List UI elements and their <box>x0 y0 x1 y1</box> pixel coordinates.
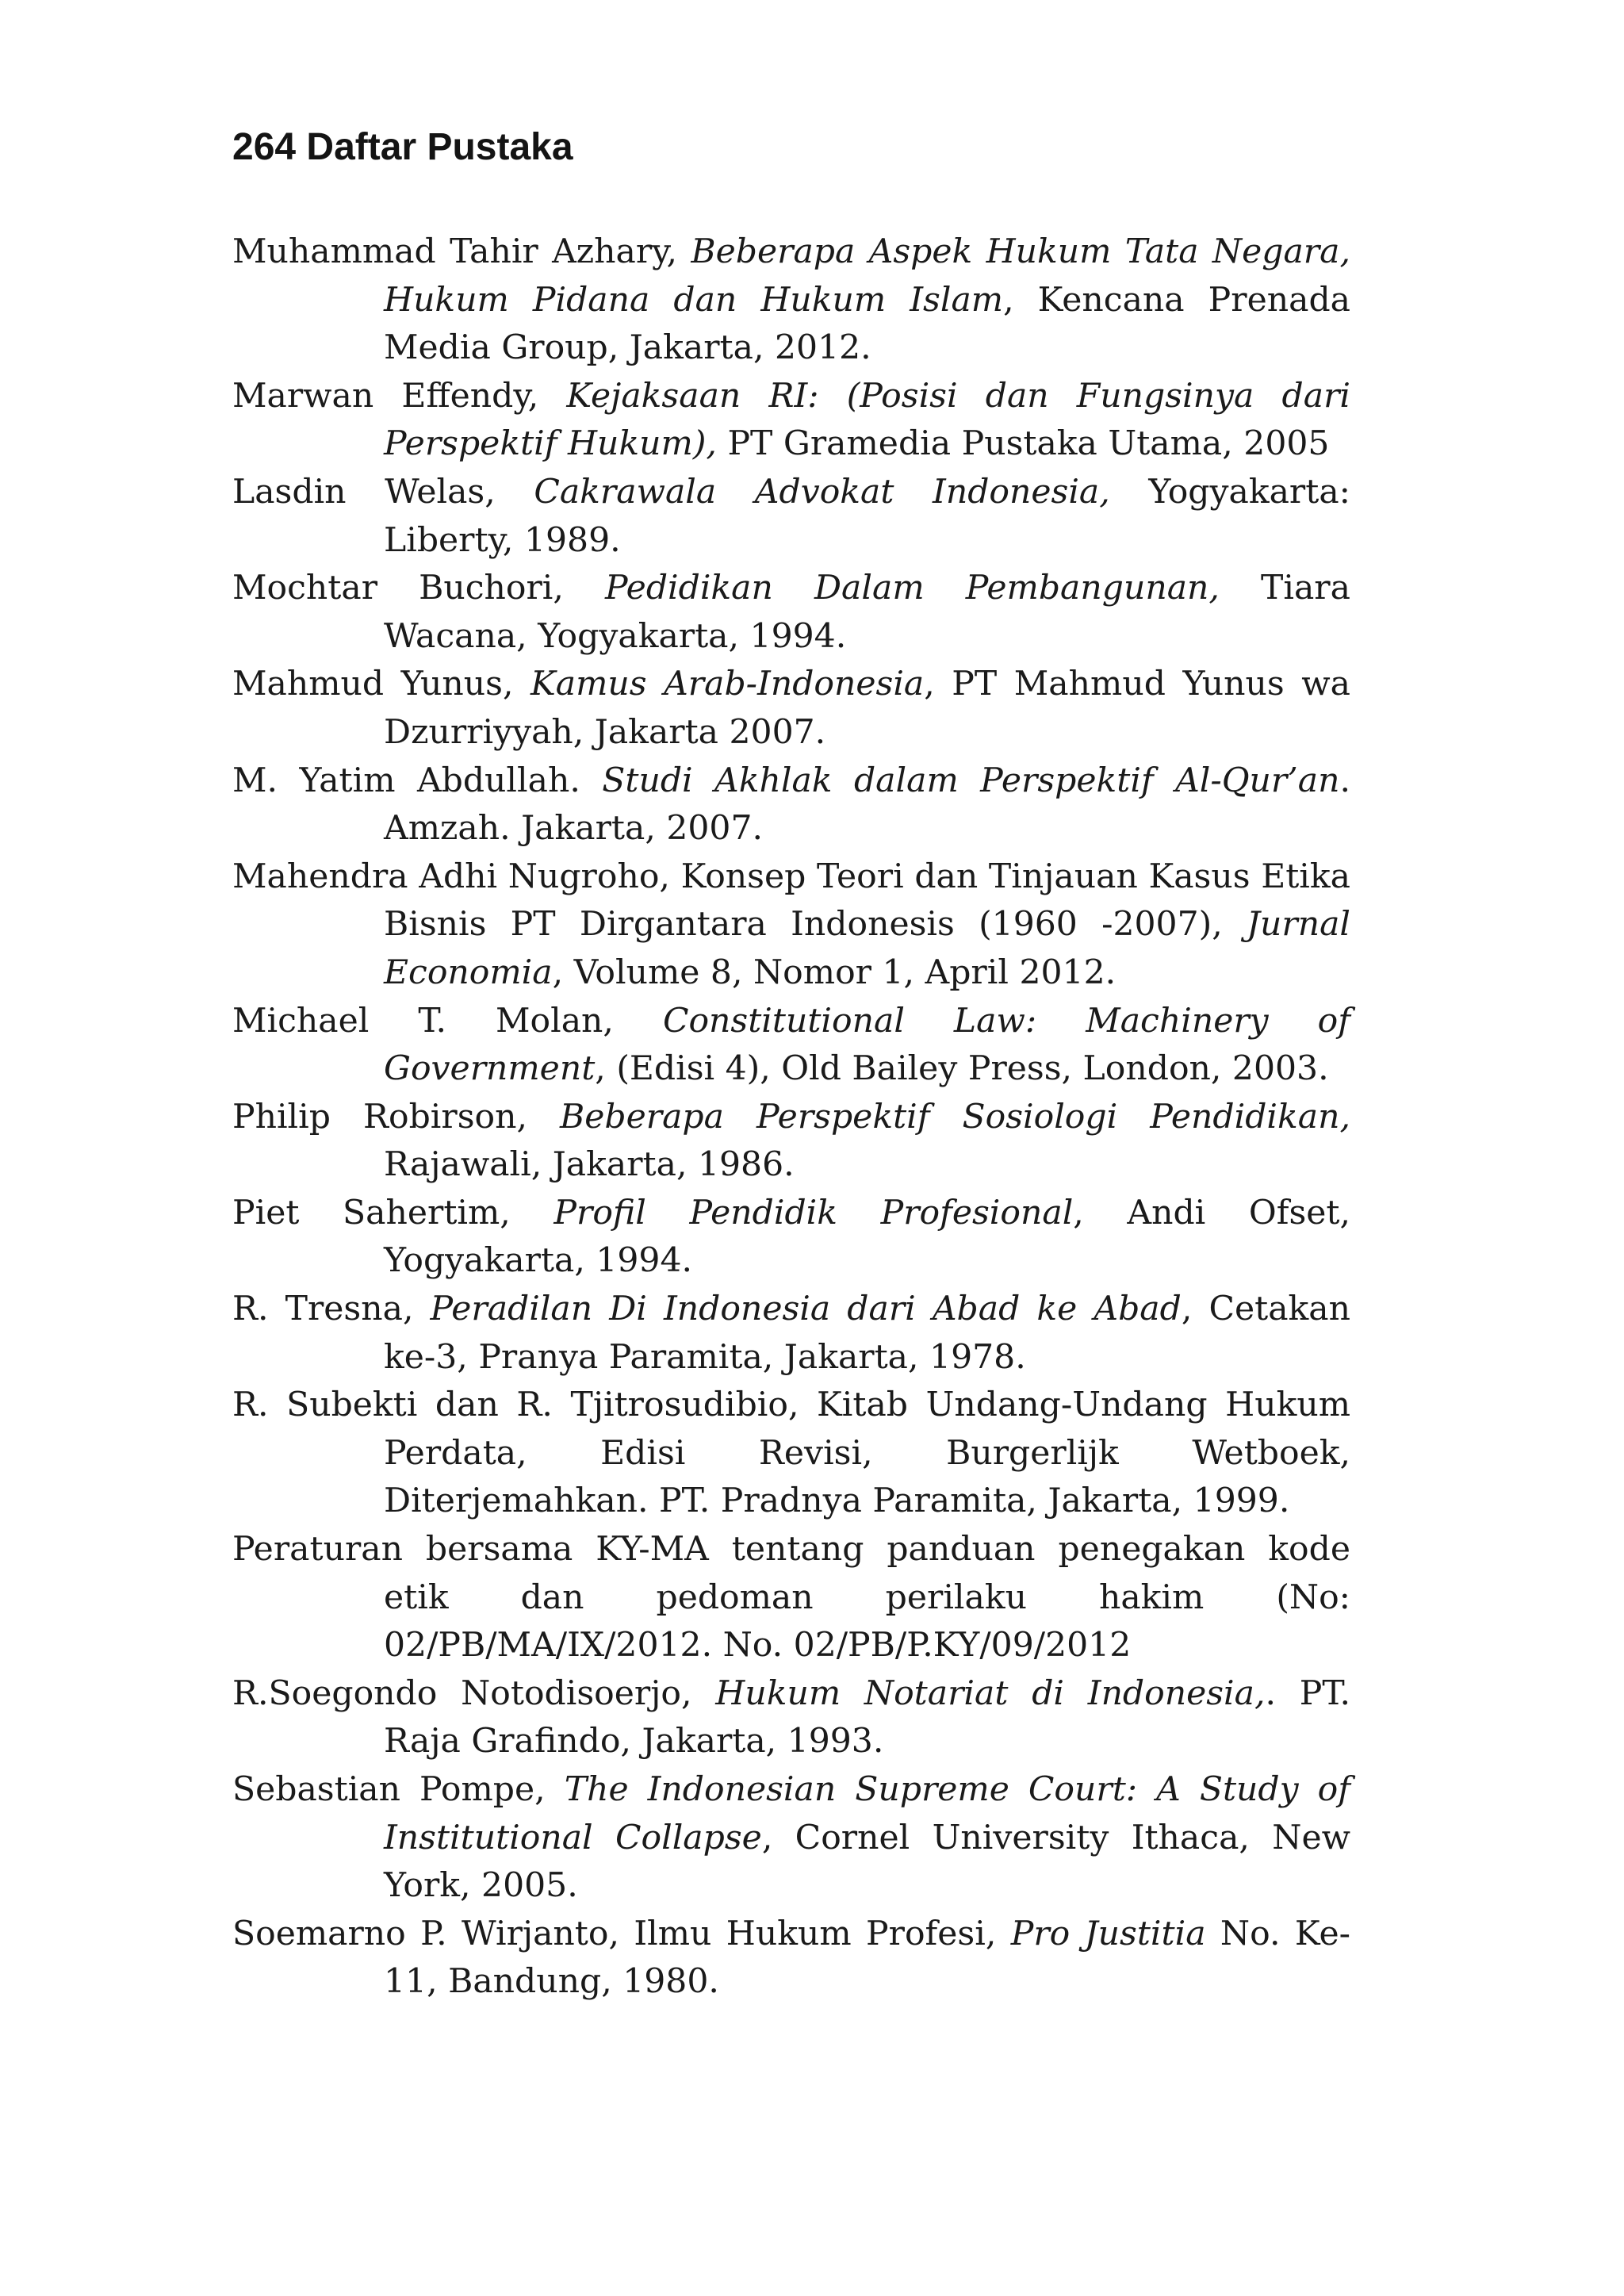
reference-title: Studi Akhlak dalam Perspektif Al-Qur’an <box>602 761 1340 800</box>
reference-title: Kamus Arab-Indonesia <box>530 665 925 704</box>
reference-text: M. Yatim Abdullah. <box>232 761 603 800</box>
reference-text: Piet Sahertim, <box>232 1193 554 1232</box>
reference-text: R. Tresna, <box>232 1290 431 1329</box>
reference-publication: No. Ke-11, Bandung, 1980. <box>384 1914 1350 2002</box>
reference-title: Kejaksaan RI: (Posisi dan Fungsinya dari Perspektif Hukum), <box>384 376 1350 464</box>
reference-publication: , Cetakan ke-3, Pranya Paramita, Jakarta, 1978. <box>384 1290 1350 1377</box>
reference-publication: , Kencana Prenada Media Group, Jakarta, 2012. <box>384 280 1350 368</box>
reference-publication: . PT. Raja Grafindo, Jakarta, 1993. <box>384 1673 1351 1761</box>
reference-publication: Rajawali, Jakarta, 1986. <box>384 1145 795 1185</box>
reference-title: Pedidikan Dalam Pembangunan, <box>604 569 1220 608</box>
reference-text: Lasdin Welas, <box>232 472 534 512</box>
reference-title: Pro Justitia <box>1010 1914 1206 1953</box>
running-head: 264 Daftar Pustaka <box>232 126 573 168</box>
reference-publication: , (Edisi 4), Old Bailey Press, London, 2003. <box>595 1049 1329 1089</box>
reference-publication: , PT Mahmud Yunus wa Dzurriyyah, Jakarta 2007. <box>384 665 1350 752</box>
reference-title: Peradilan Di Indonesia dari Abad ke Abad <box>430 1290 1182 1329</box>
reference-entry <box>232 1766 1350 1911</box>
reference-title: Hukum Notariat di Indonesia, <box>715 1673 1266 1713</box>
reference-list <box>232 228 1350 2007</box>
reference-entry <box>232 1190 1350 1286</box>
reference-title: Profil Pendidik Profesional <box>553 1193 1074 1232</box>
reference-entry <box>232 661 1350 757</box>
reference-publication: Tiara Wacana, Yogyakarta, 1994. <box>384 569 1350 656</box>
reference-publication: . Amzah. Jakarta, 2007. <box>384 761 1350 849</box>
reference-entry <box>232 228 1350 373</box>
reference-publication: PT Gramedia Pustaka Utama, 2005 <box>716 424 1330 464</box>
reference-title: Beberapa Aspek Hukum Tata Negara, Hukum Pidana dan Hukum Islam <box>384 232 1350 320</box>
reference-entry <box>232 853 1350 998</box>
reference-text: Mochtar Buchori, <box>232 569 605 608</box>
reference-title: Constitutional Law: Machinery of Government <box>384 1001 1350 1089</box>
reference-publication: , Andi Ofset, Yogyakarta, 1994. <box>384 1193 1350 1281</box>
reference-text: Peraturan bersama KY-MA tentang panduan penegakan kode etik dan pedoman perilaku hakim (No: 02/PB/MA/IX/2012. No. 02/PB/P.KY/09/2012 <box>232 1530 1350 1665</box>
reference-entry <box>232 373 1350 469</box>
reference-text: Mahmud Yunus, <box>232 665 530 704</box>
reference-entry <box>232 1670 1350 1766</box>
reference-entry <box>232 757 1350 853</box>
reference-entry <box>232 1382 1350 1526</box>
reference-text: Muhammad Tahir Azhary, <box>232 232 691 271</box>
reference-title: Beberapa Perspektif Sosiologi Pendidikan, <box>560 1097 1350 1137</box>
reference-publication: Yogyakarta: Liberty, 1989. <box>384 472 1350 560</box>
reference-entry <box>232 1094 1350 1190</box>
reference-text: Marwan Effendy, <box>232 376 567 416</box>
reference-text: R.Soegondo Notodisoerjo, <box>232 1673 716 1713</box>
reference-title: The Indonesian Supreme Court: A Study of Institutional Collapse <box>384 1770 1350 1857</box>
reference-text: R. Subekti dan R. Tjitrosudibio, Kitab Undang-Undang Hukum Perdata, Edisi Revisi, Burgerlijk Wetboek, Diterjemahkan. PT. Pradnya Paramita, Jakarta, 1999. <box>232 1386 1350 1521</box>
reference-publication: , Volume 8, Nomor 1, April 2012. <box>552 953 1116 992</box>
reference-text: Sebastian Pompe, <box>232 1770 565 1809</box>
reference-title: Cakrawala Advokat Indonesia, <box>534 472 1110 512</box>
reference-entry <box>232 565 1350 661</box>
reference-entry <box>232 469 1350 565</box>
reference-title: Jurnal Economia <box>384 905 1350 992</box>
reference-text: Michael T. Molan, <box>232 1001 663 1041</box>
reference-publication: , Cornel University Ithaca, New York, 2005. <box>384 1818 1350 1906</box>
reference-text: Soemarno P. Wirjanto, Ilmu Hukum Profesi, <box>232 1914 1011 1953</box>
reference-text: Philip Robirson, <box>232 1097 561 1137</box>
reference-entry <box>232 998 1350 1094</box>
reference-entry <box>232 1286 1350 1382</box>
reference-entry <box>232 1911 1350 2007</box>
reference-text: Mahendra Adhi Nugroho, Konsep Teori dan Tinjauan Kasus Etika Bisnis PT Dirgantara Indonesis (1960 -2007), <box>232 857 1350 945</box>
reference-entry <box>232 1526 1350 1670</box>
